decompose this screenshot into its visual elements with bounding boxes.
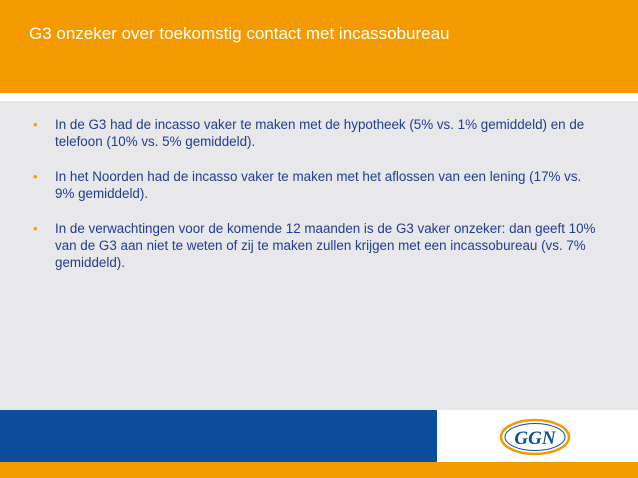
bullet-item xyxy=(33,220,603,271)
slide-title: G3 onzeker over toekomstig contact met incassobureau xyxy=(29,24,450,43)
bullet-list xyxy=(33,116,603,289)
footer-orange-band xyxy=(0,462,638,478)
svg-text:GGN: GGN xyxy=(514,428,556,449)
bullet-text: In de G3 had de incasso vaker te maken met de hypotheek (5% vs. 1% gemiddeld) en de telefoon (10% vs. 5% gemiddeld). xyxy=(55,117,585,149)
divider xyxy=(0,93,638,101)
bullet-item xyxy=(33,168,603,202)
footer-logo-area xyxy=(437,410,638,462)
bullet-text: In het Noorden had de incasso vaker te maken met het aflossen van een lening (17% vs. 9% gemiddeld). xyxy=(55,169,582,201)
title-bar xyxy=(0,0,638,93)
bullet-marker: • xyxy=(33,221,38,236)
bullet-marker: • xyxy=(33,169,38,184)
content-area xyxy=(0,101,638,410)
footer-blue-band xyxy=(0,410,437,462)
bullet-text: In de verwachtingen voor de komende 12 maanden is de G3 vaker onzeker: dan geeft 10% van de G3 aan niet te weten of zij te maken zullen krijgen met een incassobureau (vs. 7% gemiddeld). xyxy=(55,221,596,270)
ggn-logo-icon xyxy=(499,418,571,456)
bullet-item xyxy=(33,116,603,150)
bullet-marker: • xyxy=(33,117,38,132)
